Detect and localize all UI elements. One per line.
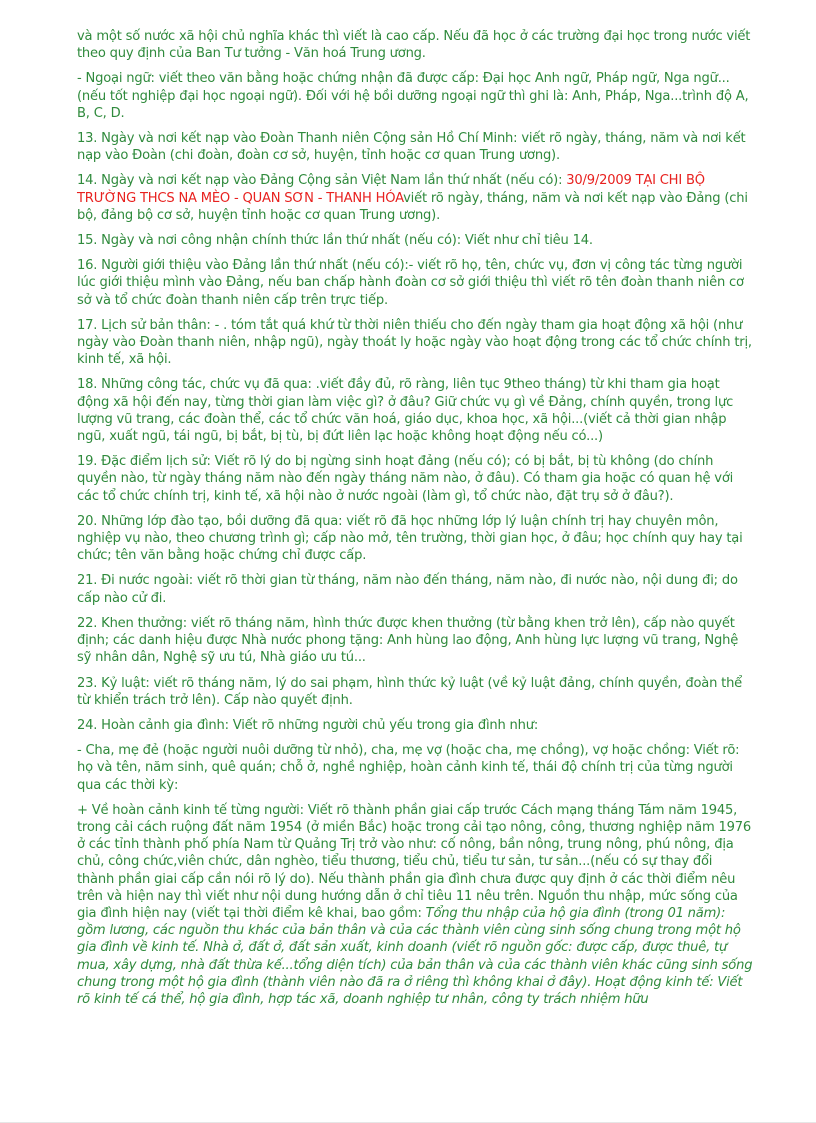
paragraph-economic-italic: Tổng thu nhập của hộ gia đình (trong 01 năm): gồm lương, các nguồn thu khác của bản thân và của các thành viên cùng sinh sống chung trong một hộ gia đình về kinh tế. Nhà ở, đất ở, đất sản xuất, kinh doanh (viết rõ nguồn gốc: được cấp, được thuê, tự mua, xây dựng, nhà đất thừa kế...tổng diện tích) của bản thân và của các thành viên khác cũng sinh sống chung trong một hộ gia đình (thành viên nào đã ra ở riêng thì không khai ở đây). Hoạt động kinh tế: Viết rõ kinh tế cá thể, hộ gia đình, hợp tác xã, doanh nghiệp tư nhân, công ty trách nhiệm hữu <box>77 905 753 1007</box>
paragraph-family: - Cha, mẹ đẻ (hoặc người nuôi dưỡng từ nhỏ), cha, mẹ vợ (hoặc cha, mẹ chồng), vợ hoặc chồng: Viết rõ: họ và tên, năm sinh, quê quán; chỗ ở, nghề nghiệp, hoàn cảnh kinh tế, thái độ chính trị của từng người qua các thời kỳ: <box>77 743 740 793</box>
paragraph-economic-plain: + Về hoàn cảnh kinh tế từng người: Viết rõ thành phần giai cấp trước Cách mạng tháng Tám năm 1945, trong cải cách ruộng đất năm 1954 (ở miền Bắc) hoặc trong cải tạo nông, công, thương nghiệp năm 1976 ở các tỉnh thành phố phía Nam từ Quảng Trị trở vào như: cố nông, bần nông, trung nông, phú nông, địa chủ, công chức,viên chức, dân nghèo, tiểu thương, tiểu chủ, tiểu tư sản, tư sản...(nếu có sự thay đổi thành phần giai cấp cần nói rõ lý do). Nếu thành phần gia đình chưa được quy định ở các thời điểm nêu trên và hiện nay thì viết như nội dung hướng dẫn ở chỉ tiêu 11 nêu trên. Nguồn thu nhập, mức sống của gia đình hiện nay (viết tại thời điểm kê khai, bao gồm: <box>77 802 752 921</box>
paragraph-economic <box>77 802 753 1008</box>
paragraph-19: 19. Đặc điểm lịch sử: Viết rõ lý do bị ngừng sinh hoạt đảng (nếu có); có bị bắt, bị tù không (do chính quyền nào, từ ngày tháng năm nào đến ngày tháng năm nào, ở đâu). Có tham gia hoặc có quan hệ với các tổ chức chính trị, kinh tế, xã hội nào ở nước ngoài (làm gì, tổ chức nào, đặt trụ sở ở đâu?). <box>77 454 734 504</box>
document-body <box>77 28 753 1016</box>
paragraph-15: 15. Ngày và nơi công nhận chính thức lần thứ nhất (nếu có): Viết như chỉ tiêu 14. <box>77 233 593 249</box>
paragraph-14-highlight: 30/9/2009 TẠI CHI BỘ TRƯỜNG THCS NA MÈO - QUAN SƠN - THANH HÓA <box>77 173 705 206</box>
paragraph-20: 20. Những lớp đào tạo, bồi dưỡng đã qua: viết rõ đã học những lớp lý luận chính trị hay chuyên môn, nghiệp vụ nào, theo chương trình gì; cấp nào mở, tên trường, thời gian học, ở đâu; học chính quy hay tại chức; tên văn bằng hoặc chứng chỉ được cấp. <box>77 513 743 564</box>
paragraph-14 <box>77 172 753 224</box>
paragraph-21: 21. Đi nước ngoài: viết rõ thời gian từ tháng, năm nào đến tháng, năm nào, đi nước nào, nội dung đi; do cấp nào cử đi. <box>77 573 738 606</box>
paragraph-14-before: 14. Ngày và nơi kết nạp vào Đảng Cộng sản Việt Nam lần thứ nhất (nếu có): <box>77 173 567 189</box>
paragraph-17: 17. Lịch sử bản thân: - . tóm tắt quá khứ từ thời niên thiếu cho đến ngày tham gia hoạt động xã hội (như ngày vào Đoàn thanh niên, nhập ngũ), ngày thoát ly hoặc ngày vào hoạt động trong các tổ chức chính trị, kinh tế, xã hội. <box>77 317 752 368</box>
paragraph-16: 16. Người giới thiệu vào Đảng lần thứ nhất (nếu có):- viết rõ họ, tên, chức vụ, đơn vị công tác từng người lúc giới thiệu mình vào Đảng, nếu ban chấp hành đoàn cơ sở giới thiệu thì viết rõ tên đoàn thanh niên cơ sở và tổ chức đoàn thanh niên cấp trên trực tiếp. <box>77 258 744 308</box>
paragraph-13: 13. Ngày và nơi kết nạp vào Đoàn Thanh niên Cộng sản Hồ Chí Minh: viết rõ ngày, tháng, năm và nơi kết nạp vào Đoàn (chi đoàn, đoàn cơ sở, huyện, tỉnh hoặc cơ quan Trung ương). <box>77 131 746 164</box>
paragraph-14-after: viết rõ ngày, tháng, năm và nơi kết nạp vào Đảng (chi bộ, đảng bộ cơ sở, huyện tỉnh hoặc cơ quan Trung ương). <box>77 190 748 223</box>
paragraph-1: và một số nước xã hội chủ nghĩa khác thì viết là cao cấp. Nếu đã học ở các trường đại học trong nước viết theo quy định của Ban Tư tưởng - Văn hoá Trung ương. <box>77 29 751 62</box>
paragraph-23: 23. Kỷ luật: viết rõ tháng năm, lý do sai phạm, hình thức kỷ luật (về kỷ luật đảng, chính quyền, đoàn thể từ khiển trách trở lên). Cấp nào quyết định. <box>77 675 743 708</box>
paragraph-18: 18. Những công tác, chức vụ đã qua: .viết đầy đủ, rõ ràng, liên tục 9theo tháng) từ khi tham gia hoạt động xã hội đến nay, từng thời gian làm việc gì? ở đâu? Giữ chức vụ gì về Đảng, chính quyền, trong lực lượng vũ trang, các đoàn thể, các tổ chức văn hoá, giáo dục, khoa học, xã hội...(viết cả thời gian nhập ngũ, xuất ngũ, tái ngũ, bị bắt, bị tù, bị đứt liên lạc hoặc không hoạt động nếu có...) <box>77 377 734 445</box>
paragraph-22: 22. Khen thưởng: viết rõ tháng năm, hình thức được khen thưởng (từ bằng khen trở lên), cấp nào quyết định; các danh hiệu được Nhà nước phong tặng: Anh hùng lao động, Anh hùng lực lượng vũ trang, Nghệ sỹ nhân dân, Nghệ sỹ ưu tú, Nhà giáo ưu tú... <box>77 615 739 666</box>
paragraph-24: 24. Hoàn cảnh gia đình: Viết rõ những người chủ yếu trong gia đình như: <box>77 717 539 733</box>
paragraph-foreign-language: - Ngoại ngữ: viết theo văn bằng hoặc chứng nhận đã được cấp: Đại học Anh ngữ, Pháp ngữ, Nga ngữ...(nếu tốt nghiệp đại học ngoại ngữ). Đối với hệ bồi dưỡng ngoại ngữ thì ghi là: Anh, Pháp, Nga...trình độ A, B, C, D. <box>77 71 749 121</box>
